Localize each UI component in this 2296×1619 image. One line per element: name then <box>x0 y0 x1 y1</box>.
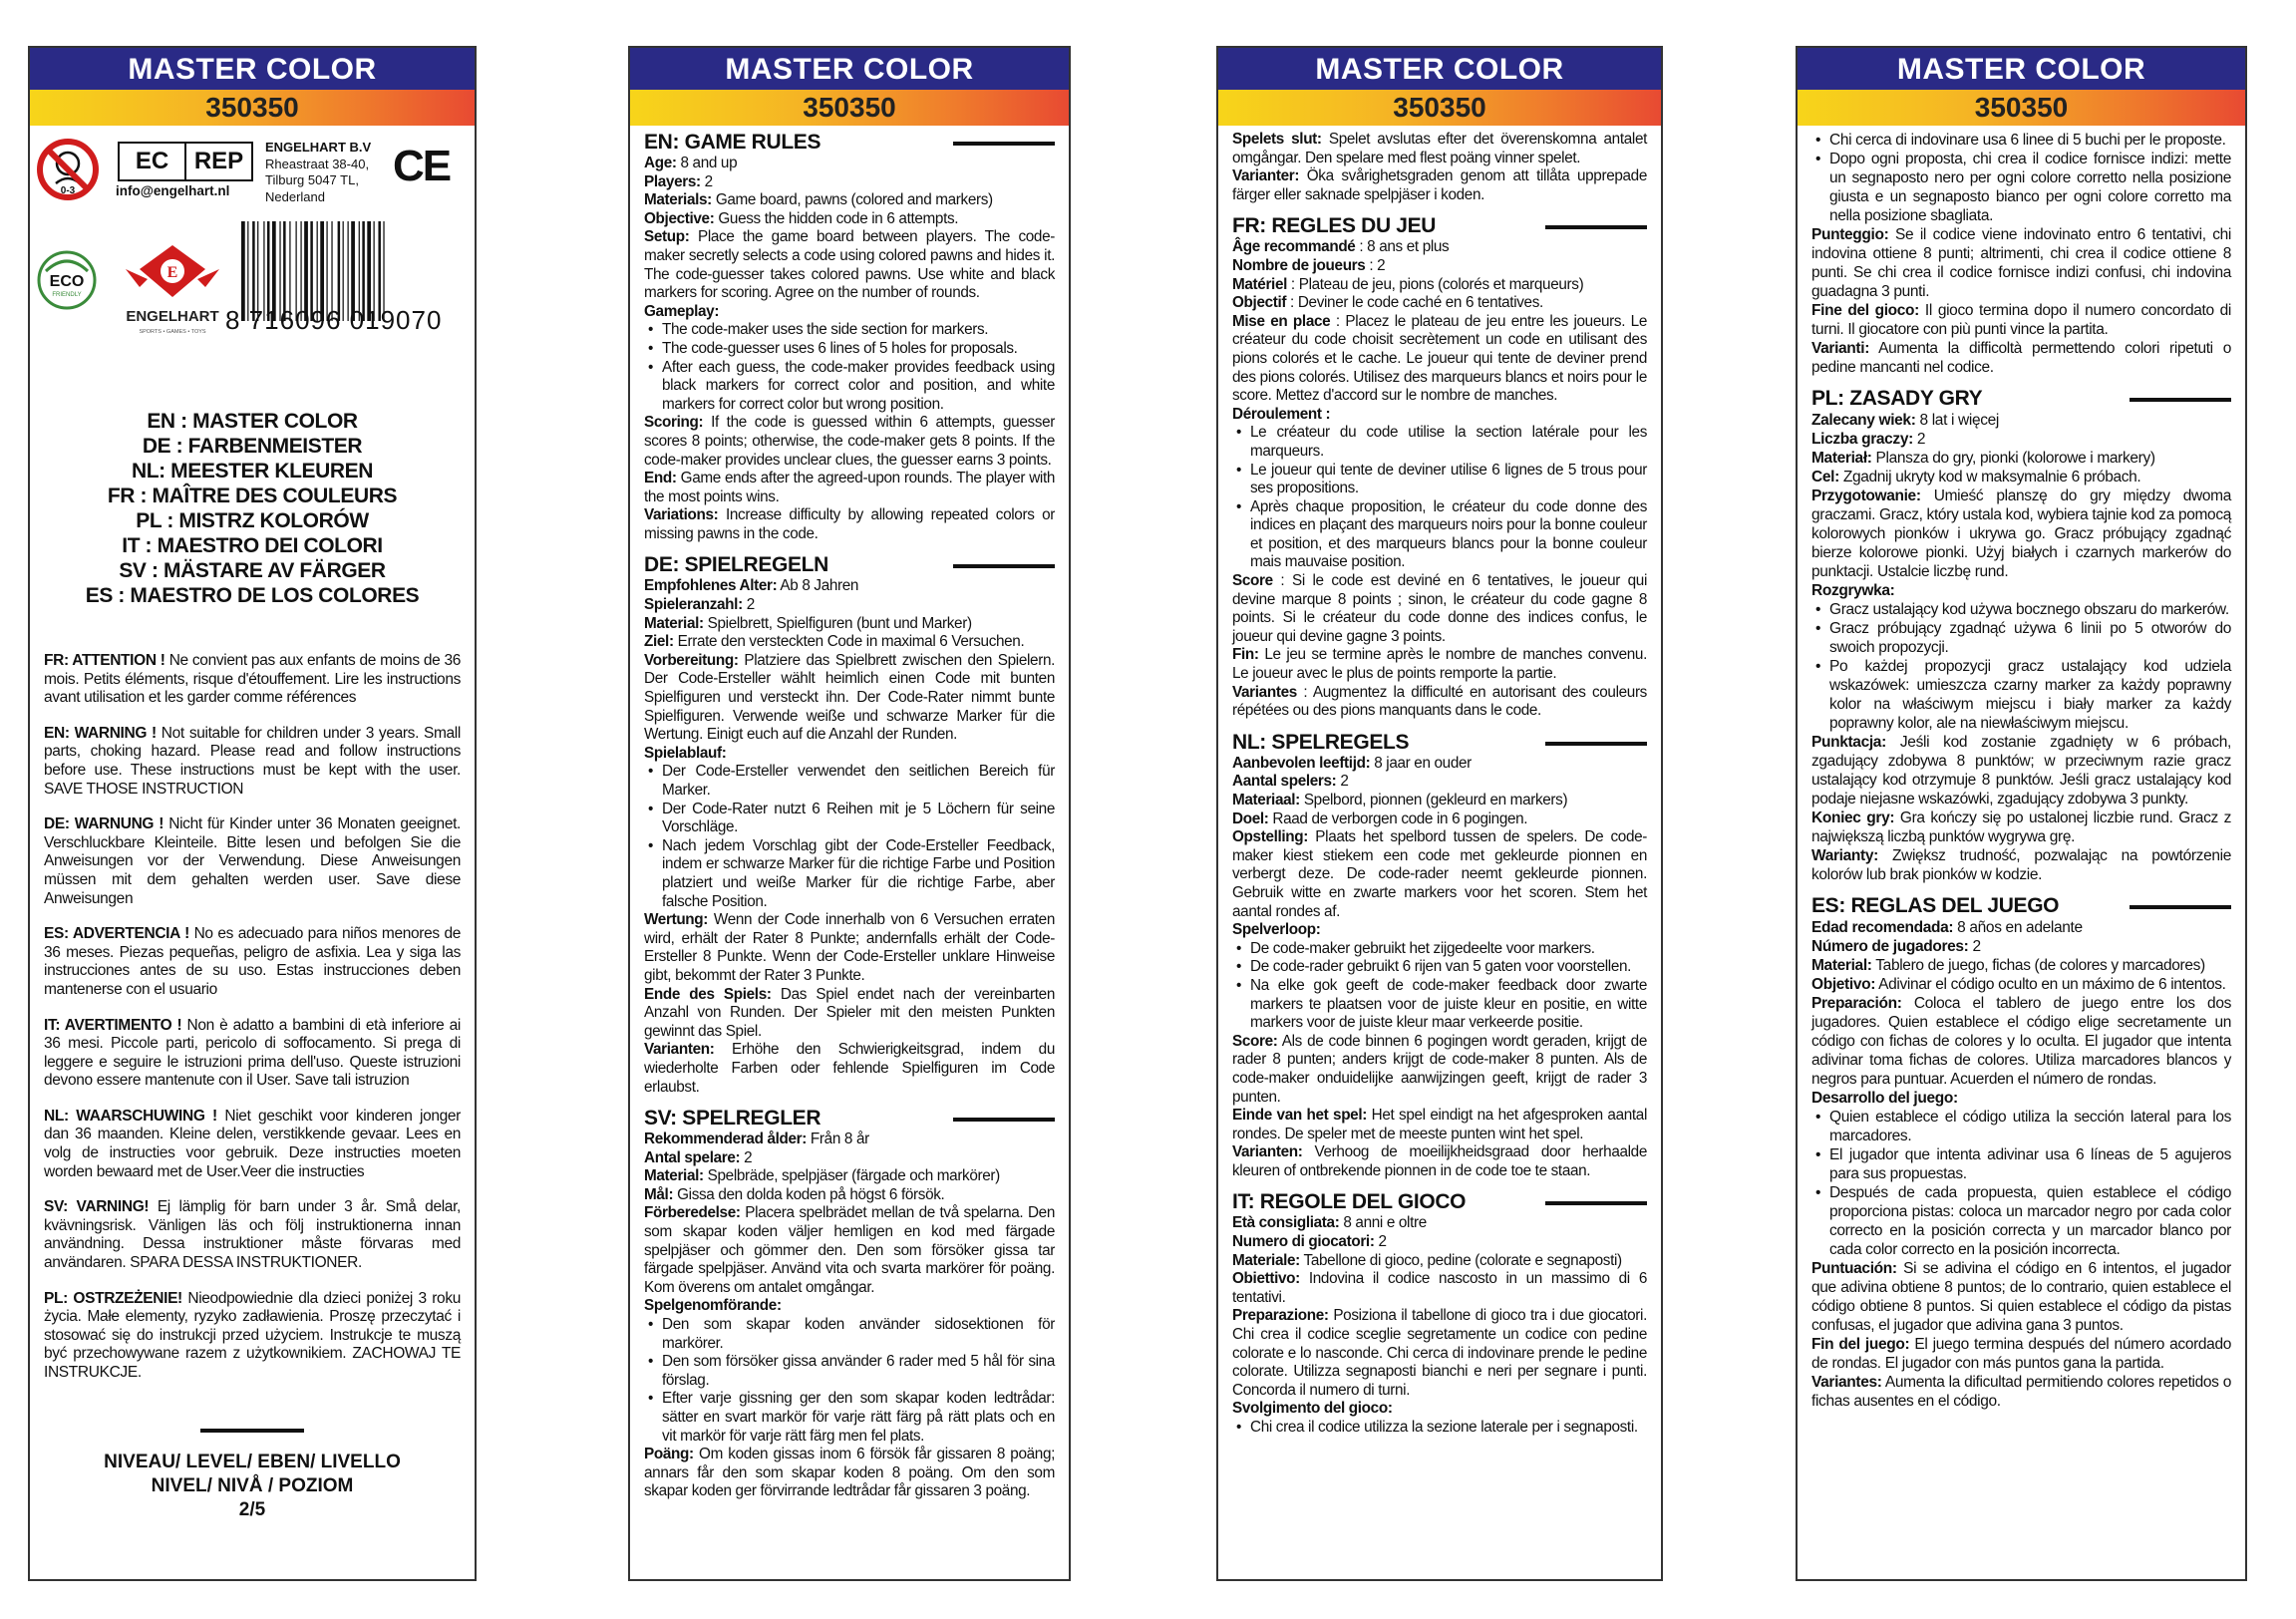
section-sv-continued <box>1232 131 1647 204</box>
section-title: NL: SPELREGELS <box>1232 731 1647 755</box>
section-title: IT: REGOLE DEL GIOCO <box>1232 1190 1647 1214</box>
bullet-list <box>1811 131 2231 225</box>
panel-cover <box>28 46 477 1581</box>
bullet-item: • Chi crea il codice utilizza la sezione laterale per i segnaposti. <box>1232 1419 1647 1438</box>
bullet-list <box>1811 600 2231 733</box>
rule-line: Antal spelare: 2 <box>644 1148 753 1166</box>
title-rule <box>1545 1201 1647 1205</box>
rule-line: Wertung: Wenn der Code innerhalb von 6 Versuchen erraten wird, erhält der Rater 8 Punkte; andernfalls erhält der Code-Ersteller 8 Punkte. Wenn der Code-Ersteller unklare Hinweise gibt, bekommt der Rater 3 Punkte. <box>644 911 1055 984</box>
rule-line: Puntuación: Si se adivina el código en 6 intentos, el jugador que adivina obtiene 8 puntos; de lo contrario, quien establece el código obtiene 8 puntos. Si quien establece el código da pistas confusas, el jugador que adivina gana 3 puntos. <box>1811 1260 2231 1334</box>
bullet-item: • Gracz próbujący zgadnąć używa 6 linii po 5 otworów do swoich propozycji. <box>1811 619 2231 657</box>
rule-line: Zalecany wiek: 8 lat i więcej <box>1811 412 2000 429</box>
bullet-item: • De code-rader gebruikt 6 rijen van 5 gaten voor voorstellen. <box>1232 958 1647 977</box>
rule-line: Mise en place : Placez le plateau de jeu entre les joueurs. Le créateur du code choisit secrètement un code en utilisant des pions colorés et le cache. Le joueur qui tente de deviner prend des pions colorés. Utilisez des marqueurs blancs et noirs pour le score. Mettez d'accord sur le nombre de manches. <box>1232 312 1647 405</box>
rule-line: Varianter: Öka svårighetsgraden genom att tillåta upprepade färger eller saknade spelpjäser i koden. <box>1232 167 1647 203</box>
bullet-item: • Nach jedem Vorschlag gibt der Code-Ersteller Feedback, indem er schwarze Marker für die richtige Farbe und Position platziert und weiße Marker für die richtige Farbe, aber falsche Position. <box>644 837 1055 911</box>
bullet-item: • Den som försöker gissa använder 6 rader med 5 hål för sina förslag. <box>644 1353 1055 1390</box>
rule-line: End: Game ends after the agreed-upon rounds. The player with the most points wins. <box>644 470 1055 505</box>
rule-line: Scoring: If the code is guessed within 6 attempts, guesser scores 8 points; otherwise, the code-maker gets 8 points. If the code-maker provides unclear clues, the guesser earns 3 points. <box>644 414 1055 469</box>
rule-line: Liczba graczy: 2 <box>1811 431 1926 448</box>
rule-line: Koniec gry: Gra kończy się po ustalonej liczbie rund. Gracz z największą liczbą punktów wygrywa grę. <box>1811 810 2231 845</box>
rule-line: Aantal spelers: 2 <box>1232 773 1349 791</box>
rule-line: Vorbereitung: Platziere das Spielbrett zwischen den Spielern. Der Code-Ersteller wählt heimlich einen Code mit bunten Spielfiguren und versteckt ihn. Der Code-Rater nimmt bunte Spielfiguren. Verwende weiße und schwarze Marker für die Wertung. Einigt euch auf die Anzahl der Runden. <box>644 651 1055 744</box>
bullet-item: • Quien establece el código utiliza la sección lateral para los marcadores. <box>1811 1108 2231 1145</box>
rule-line: Número de jugadores: 2 <box>1811 938 1981 955</box>
rule-line: Variantes : Augmentez la difficulté en autorisant des couleurs répétées ou des pions manquants dans le code. <box>1232 683 1647 720</box>
language-line: PL : MISTRZ KOLORÓW <box>136 509 369 532</box>
warning-pl: PL: OSTRZEŻENIE! Nieodpowiednie dla dzieci poniżej 3 roku życia. Małe elementy, ryzyko zadławienia. Proszę przeczytać i stosować się do instrukcji przed użyciem. Instrukcje te muszą być przechowywane razem z użytkownikiem. ZACHOWAJ TE INSTRUKCJE. <box>44 1289 462 1381</box>
bullet-item: • Der Code-Ersteller verwendet den seitlichen Bereich für Marker. <box>644 763 1055 800</box>
age-icon-label: 0-3 <box>60 185 76 196</box>
rule-line: Spielablauf: <box>644 744 727 762</box>
language-line: FR : MAÎTRE DES COULEURS <box>107 485 398 507</box>
section-fr-rules <box>1232 214 1647 720</box>
rule-line: Variations: Increase difficulty by allowing repeated colors or missing pawns in the code. <box>644 506 1055 542</box>
warning-it: IT: AVERTIMENTO ! Non è adatto a bambini di età inferiore ai 36 mesi. Piccole parti, pericolo di soffocamento. Si prega di leggere e seguire le istruzioni prima dell'uso. Queste istruzioni devono essere mantenute con il User. Save tali istruzion <box>44 1016 461 1090</box>
ce-mark: CE <box>393 142 451 190</box>
bullet-item: • Le créateur du code utilise la section latérale pour les marqueurs. <box>1232 424 1647 461</box>
rule-line: Cel: Zgadnij ukryty kod w maksymalnie 6 próbach. <box>1811 469 2141 486</box>
eco-label: ECO <box>49 273 85 290</box>
rep-label: REP <box>193 148 244 174</box>
section-es-rules <box>1811 894 2231 1411</box>
rule-line: Preparazione: Posiziona il tabellone di gioco tra i due giocatori. Chi crea il codice sceglie segretamente un codice con pedine colorate e lo nasconde. Chi cerca di indovinare prende le pedine colorate. Utilizza segnaposti bianchi e neri per segnare i punti. Concorda il numero di turni. <box>1232 1307 1647 1399</box>
address-line: Nederland <box>265 188 325 204</box>
bullet-list <box>644 763 1055 911</box>
level-line-2: NIVEL/ NIVÅ / POZIOM <box>151 1474 354 1496</box>
rule-line: Spieleranzahl: 2 <box>644 596 755 614</box>
address-line: Tilburg 5047 TL, <box>265 172 359 187</box>
language-line: NL: MEESTER KLEUREN <box>131 460 374 483</box>
rule-line: Przygotowanie: Umieść planszę do gry między dwoma graczami. Gracz, który ustala kod, wybiera tajnie kod za pomocą kolorowych pionków i ukrywa go. Gracz próbujący zgadnąć bierze kolorowe pionki. Użyj białych i czarnych markerów do punktacji. Ustalcie liczbę rund. <box>1811 487 2231 580</box>
bullet-list <box>1232 940 1647 1033</box>
bullet-item: • Dopo ogni proposta, chi crea il codice fornisce indizi: mette un segnaposto nero per ogni colore corretto nella posizione giusta e un segnaposto bianco per ogni colore corretto ma nella posizione sbagliata. <box>1811 150 2231 225</box>
barcode-digits: 8 716096 019070 <box>225 305 443 335</box>
rule-line: Materiał: Plansza do gry, pionki (kolorowe i markery) <box>1811 450 2155 467</box>
rule-line: Rozgrywka: <box>1811 582 1895 599</box>
language-list <box>30 409 475 608</box>
warning-es: ES: ADVERTENCIA ! No es adecuado para niños menores de 36 meses. Piezas pequeñas, peligro de asfixia. Lea y siga las instrucciones antes de su uso. Estas instrucciones deben mantenerse con el usuario <box>44 925 461 998</box>
bullet-item: • Po każdej propozycji gracz ustalający kod udziela wskazówek: umieszcza czarny marker za każdy poprawny kolor na właściwym miejscu i biały marker za każdy poprawny kolor, ale na niewłaściwym miejscu. <box>1811 657 2231 733</box>
bullet-item: • Gracz ustalający kod używa bocznego obszaru do markerów. <box>1811 600 2231 619</box>
section-title: FR: REGLES DU JEU <box>1232 214 1647 238</box>
section-pl-rules <box>1811 387 2231 884</box>
section-de-rules <box>644 553 1055 1097</box>
header-code: 350350 <box>30 90 475 126</box>
rule-line: Doel: Raad de verborgen code in 6 pogingen. <box>1232 810 1528 827</box>
level-line-1: NIVEAU/ LEVEL/ EBEN/ LIVELLO <box>104 1451 401 1472</box>
section-sv-rules <box>644 1107 1055 1501</box>
bullet-item: • The code-guesser uses 6 lines of 5 holes for proposals. <box>644 340 1055 359</box>
rule-line: Rekommenderad ålder: Från 8 år <box>644 1131 869 1148</box>
rule-line: Punteggio: Se il codice viene indovinato entro 6 tentativi, chi indovina ottiene 8 punti; altrimenti, chi crea il codice ottiene 8 punti. Se chi crea il codice fornisce indizi confusi, chi indovina guadagna 3 punti. <box>1811 226 2231 300</box>
svg-text:E: E <box>166 264 178 281</box>
rule-line: Variantes: Aumenta la dificultad permitiendo colores repetidos o fichas ausentes en el código. <box>1811 1374 2231 1410</box>
rule-line: Nombre de joueurs : 2 <box>1232 256 1386 274</box>
rule-line: Spelverloop: <box>1232 921 1321 939</box>
bullet-item: • Efter varje gissning ger den som skapar koden ledtrådar: sätter en svart markör för varje rätt färg på rätt plats och en vit markör för varje rätt färg men fel plats. <box>644 1390 1055 1446</box>
level-block <box>30 1451 475 1522</box>
language-line: DE : FARBENMEISTER <box>142 435 363 458</box>
rule-line: Obiettivo: Indovina il codice nascosto in un massimo di 6 tentativi. <box>1232 1270 1647 1306</box>
rule-line: Einde van het spel: Het spel eindigt na het afgesproken aantal rondes. De speler met de meeste punten wint het spel. <box>1232 1107 1647 1142</box>
rule-line: Objective: Guess the hidden code in 6 attempts. <box>644 209 959 227</box>
rule-line: Spelets slut: Spelet avslutas efter det överenskomna antalet omgångar. Den spelare med flest poäng vinner spelet. <box>1232 131 1647 166</box>
rule-line: Warianty: Zwiększ trudność, pozwalając na powtórzenie kolorów lub brak pionków w kodzie. <box>1811 847 2231 883</box>
header-title: MASTER COLOR <box>630 48 1069 90</box>
rule-line: Mål: Gissa den dolda koden på högst 6 försök. <box>644 1185 945 1203</box>
rule-line: Déroulement : <box>1232 405 1331 423</box>
rule-line: Edad recomendada: 8 años en adelante <box>1811 919 2083 936</box>
language-line: IT : MAESTRO DEI COLORI <box>122 534 383 557</box>
brand-name: ENGELHART <box>126 308 219 325</box>
rule-line: Empfohlenes Alter: Ab 8 Jahren <box>644 577 859 595</box>
warning-en: EN: WARNING ! Not suitable for children under 3 years. Small parts, choking hazard. Please read and follow instructions before use. These instructions must be kept with the user. SAVE THOSE INSTRUCTION <box>44 724 461 798</box>
brand-tagline: SPORTS • GAMES • TOYS <box>139 329 206 335</box>
address <box>265 140 371 205</box>
language-line: ES : MAESTRO DE LOS COLORES <box>85 584 420 607</box>
bullet-item: • Après chaque proposition, le créateur du code donne des indices en plaçant des marqueurs noirs pour la bonne couleur et position, et des marqueurs blancs pour la bonne couleur mais mauvaise position. <box>1232 498 1647 572</box>
section-it-continued <box>1811 131 2231 377</box>
section-title: DE: SPIELREGELN <box>644 553 1055 577</box>
section-en-rules <box>644 131 1055 543</box>
rule-line: Fine del gioco: Il gioco termina dopo il numero concordato di turni. Il giocatore con più punti vince la partita. <box>1811 302 2231 338</box>
rule-line: Varianti: Aumenta la difficoltà permettendo colori ripetuti o pedine mancanti nel codice. <box>1811 340 2231 376</box>
title-rule <box>953 564 1055 568</box>
rule-line: Matériel : Plateau de jeu, pions (colorés et marqueurs) <box>1232 275 1584 293</box>
rule-line: Objetivo: Adivinar el código oculto en un máximo de 6 intentos. <box>1811 976 2226 993</box>
rule-line: Ziel: Errate den versteckten Code in maximal 6 Versuchen. <box>644 633 1025 651</box>
rule-line: Age: 8 and up <box>644 155 738 171</box>
title-rule <box>953 1118 1055 1122</box>
section-title: PL: ZASADY GRY <box>1811 387 2231 411</box>
rule-line: Numero di giocatori: 2 <box>1232 1233 1387 1251</box>
rule-line: Ende des Spiels: Das Spiel endet nach der vereinbarten Anzahl von Runden. Der Spieler mit den meisten Punkten gewinnt das Spiel. <box>644 985 1055 1040</box>
bullet-item: • El jugador que intenta adivinar usa 6 líneas de 5 agujeros para sus propuestas. <box>1811 1145 2231 1183</box>
bullet-item: • After each guess, the code-maker provides feedback using black markers for correct color and position, and white markers for correct color but wrong position. <box>644 359 1055 415</box>
bullet-list <box>1232 1419 1647 1438</box>
header-title: MASTER COLOR <box>30 48 475 90</box>
warnings <box>30 652 475 1383</box>
bullet-item: • Le joueur qui tente de deviner utilise 6 lignes de 5 trous pour ses propositions. <box>1232 462 1647 498</box>
rule-line: Spelgenomförande: <box>644 1297 782 1315</box>
rule-line: Preparación: Coloca el tablero de juego entre los dos jugadores. Quien establece el código elige secretamente un código con fichas de colores y lo oculta. El jugador que intenta adivinar toma fichas de colores. Utiliza marcadores blancos y negros para puntuar. Acuerden el número de rondas. <box>1811 995 2231 1088</box>
rule-line: Varianten: Verhoog de moeilijkheidsgraad door herhaalde kleuren of ontbrekende pionnen in de code toe te staan. <box>1232 1143 1647 1179</box>
rule-line: Desarrollo del juego: <box>1811 1090 1958 1107</box>
engelhart-logo <box>118 239 227 349</box>
rule-line: Players: 2 <box>644 172 713 190</box>
warning-nl: NL: WAARSCHUWING ! Niet geschikt voor kinderen jonger dan 36 maanden. Kleine delen, verstikkende gevaar. Lees en volg de instructies voor gebruik. Deze instructies moeten worden bewaard met de User.Veer die instructies <box>44 1107 461 1180</box>
rule-line: Poäng: Om koden gissas inom 6 försök får gissaren 8 poäng; annars får den som skapar koden 8 poäng. Om den som skapar koden ger förvirrande ledtrådar får gissaren 3 poäng. <box>644 1446 1055 1500</box>
rule-line: Età consigliata: 8 anni e oltre <box>1232 1214 1427 1232</box>
language-line: SV : MÄSTARE AV FÄRGER <box>119 559 386 582</box>
title-rule <box>2130 905 2231 909</box>
header-title: MASTER COLOR <box>1218 48 1661 90</box>
ec-rep-box <box>118 142 253 181</box>
ec-label: EC <box>120 144 186 179</box>
header-code: 350350 <box>630 90 1069 126</box>
no-under-3-icon <box>36 138 100 201</box>
bullet-item: • Der Code-Rater nutzt 6 Reihen mit je 5 Löchern für seine Vorschläge. <box>644 801 1055 837</box>
rule-line: Material: Tablero de juego, fichas (de colores y marcadores) <box>1811 957 2205 974</box>
rule-line: Material: Spielbrett, Spielfiguren (bunt und Marker) <box>644 614 972 632</box>
panel-rules-2 <box>1216 46 1663 1581</box>
address-line: ENGELHART B.V <box>265 140 372 155</box>
rule-line: Aanbevolen leeftijd: 8 jaar en ouder <box>1232 754 1472 772</box>
rule-line: Materiaal: Spelbord, pionnen (gekleurd en markers) <box>1232 792 1568 809</box>
rule-line: Svolgimento del gioco: <box>1232 1400 1393 1418</box>
rule-line: Varianten: Erhöhe den Schwierigkeitsgrad, indem du wiederholte Farben oder fehlende Spielfiguren im Code erlaubst. <box>644 1041 1055 1096</box>
bullet-item: • Den som skapar koden använder sidosektionen för markörer. <box>644 1316 1055 1353</box>
rule-line: Fin: Le jeu se termine après le nombre de manches convenu. Le joueur avec le plus de points remporte la partie. <box>1232 646 1647 683</box>
warning-fr: FR: ATTENTION ! Ne convient pas aux enfants de moins de 36 mois. Petits éléments, risque d'étouffement. Lire les instructions avant utilisation et les garder comme références <box>44 652 461 707</box>
rule-line: Opstelling: Plaats het spelbord tussen de spelers. De code-maker kiest stiekem een code met gekleurde pionnen en verbergt deze. De code-rader neemt gekleurde pionnen. Gebruik witte en zwarte markers voor het scoren. Stem het aantal rondes af. <box>1232 828 1647 920</box>
title-rule <box>1545 225 1647 229</box>
bullet-item: • The code-maker uses the side section for markers. <box>644 321 1055 340</box>
rule-line: Âge recommandé : 8 ans et plus <box>1232 238 1450 256</box>
header-title: MASTER COLOR <box>1798 48 2245 90</box>
title-rule <box>2130 398 2231 402</box>
bullet-item: • Chi cerca di indovinare usa 6 linee di 5 buchi per le proposte. <box>1811 131 2231 150</box>
section-title: ES: REGLAS DEL JUEGO <box>1811 894 2231 918</box>
rule-line: Objectif : Deviner le code caché en 6 tentatives. <box>1232 294 1543 312</box>
bullet-list <box>644 1316 1055 1446</box>
bullet-item: • De code-maker gebruikt het zijgedeelte voor markers. <box>1232 940 1647 959</box>
section-title: EN: GAME RULES <box>644 131 1055 155</box>
section-it-rules <box>1232 1190 1647 1437</box>
warning-de: DE: WARNUNG ! Nicht für Kinder unter 36 Monaten geeignet. Verschluckbare Kleinteile. Bitte lesen und befolgen Sie die Anweisungen vor der Verwendung. Diese Anweisungen müssen mit dem gehalten werden user. Save diese Anweisungen <box>44 815 462 907</box>
rule-line: Punktacja: Jeśli kod zostanie zgadnięty w 6 próbach, zgadujący zdobywa 8 punktów; w przeciwnym razie gracz ustalający kod otrzymuje 8 punktów. Jeśli gracz ustalający kod podaje niejasne wskazówki, zgadujący zdobywa 3 punkty. <box>1811 734 2231 808</box>
rule-line: Material: Spelbräde, spelpjäser (färgade och markörer) <box>644 1167 1000 1185</box>
rule-line: Fin del juego: El juego termina después del número acordado de rondas. El jugador con más puntos gana la partida. <box>1811 1336 2231 1372</box>
rule-line: Materiale: Tabellone di gioco, pedine (colorate e segnaposti) <box>1232 1251 1622 1269</box>
title-rule <box>953 142 1055 146</box>
rule-line: Förberedelse: Placera spelbrädet mellan de två spelarna. Den som skapar koden väljer hemligen en kod med färgade spelpjäser och gömmer den. Den som försöker gissa tar färgade spelpjäser. Använd vita och svarta markörer för poäng. Kom överens om antalet omgångar. <box>644 1204 1055 1296</box>
bullet-item: • Después de cada propuesta, quien establece el código proporciona pistas: coloca un marcador negro por cada color correcto en la posición correcta y un marcador blanco por cada color correcto en la posición incorrecta. <box>1811 1183 2231 1259</box>
symbols-area <box>30 126 475 345</box>
divider <box>200 1429 304 1433</box>
eco-friendly-icon <box>36 249 98 311</box>
language-line: EN : MASTER COLOR <box>147 410 358 433</box>
warning-sv: SV: VARNING! Ej lämplig för barn under 3 år. Små delar, kvävningsrisk. Vänligen läs och följ instruktionerna innan användning. Dessa instruktioner måste förvaras med användaren. SPARA DESSA INSTRUKTIONER. <box>44 1198 461 1272</box>
header-code: 350350 <box>1798 90 2245 126</box>
rule-line: Materials: Game board, pawns (colored and markers) <box>644 191 993 209</box>
bullet-list <box>644 321 1055 414</box>
section-nl-rules <box>1232 731 1647 1181</box>
title-rule <box>1545 742 1647 746</box>
address-line: Rheastraat 38-40, <box>265 156 370 171</box>
eco-small-label: FRIENDLY <box>52 292 82 298</box>
level-value: 2/5 <box>238 1498 266 1520</box>
bullet-list <box>1811 1108 2231 1259</box>
email: info@engelhart.nl <box>116 183 230 198</box>
bullet-list <box>1232 424 1647 572</box>
header-code: 350350 <box>1218 90 1661 126</box>
rule-line: Gameplay: <box>644 302 720 320</box>
bullet-item: • Na elke gok geeft de code-maker feedback door zwarte markers te plaatsen voor de juiste kleur en positie, en witte markers voor de juiste kleur maar verkeerde positie. <box>1232 977 1647 1033</box>
rule-line: Setup: Place the game board between players. The code-maker secretly selects a code using colored pawns and hides it. The code-guesser takes colored pawns. Use white and black markers for scoring. Agree on the number of rounds. <box>644 228 1055 302</box>
section-title: SV: SPELREGLER <box>644 1107 1055 1131</box>
rule-line: Score : Si le code est deviné en 6 tentatives, le joueur qui devine marque 8 points ; sinon, le créateur du code gagne 8 points. Si le créateur du code donne des indices confus, le joueur qui devine gagne 3 points. <box>1232 572 1647 645</box>
panel-rules-3 <box>1796 46 2247 1581</box>
rule-line: Score: Als de code binnen 6 pogingen wordt geraden, krijgt de rader 8 punten; anders krijgt de code-maker 8 punten. Als de code-maker onduidelijke aanwijzingen geeft, krijgt de rader 3 punten. <box>1232 1032 1647 1106</box>
panel-rules-1 <box>628 46 1071 1581</box>
